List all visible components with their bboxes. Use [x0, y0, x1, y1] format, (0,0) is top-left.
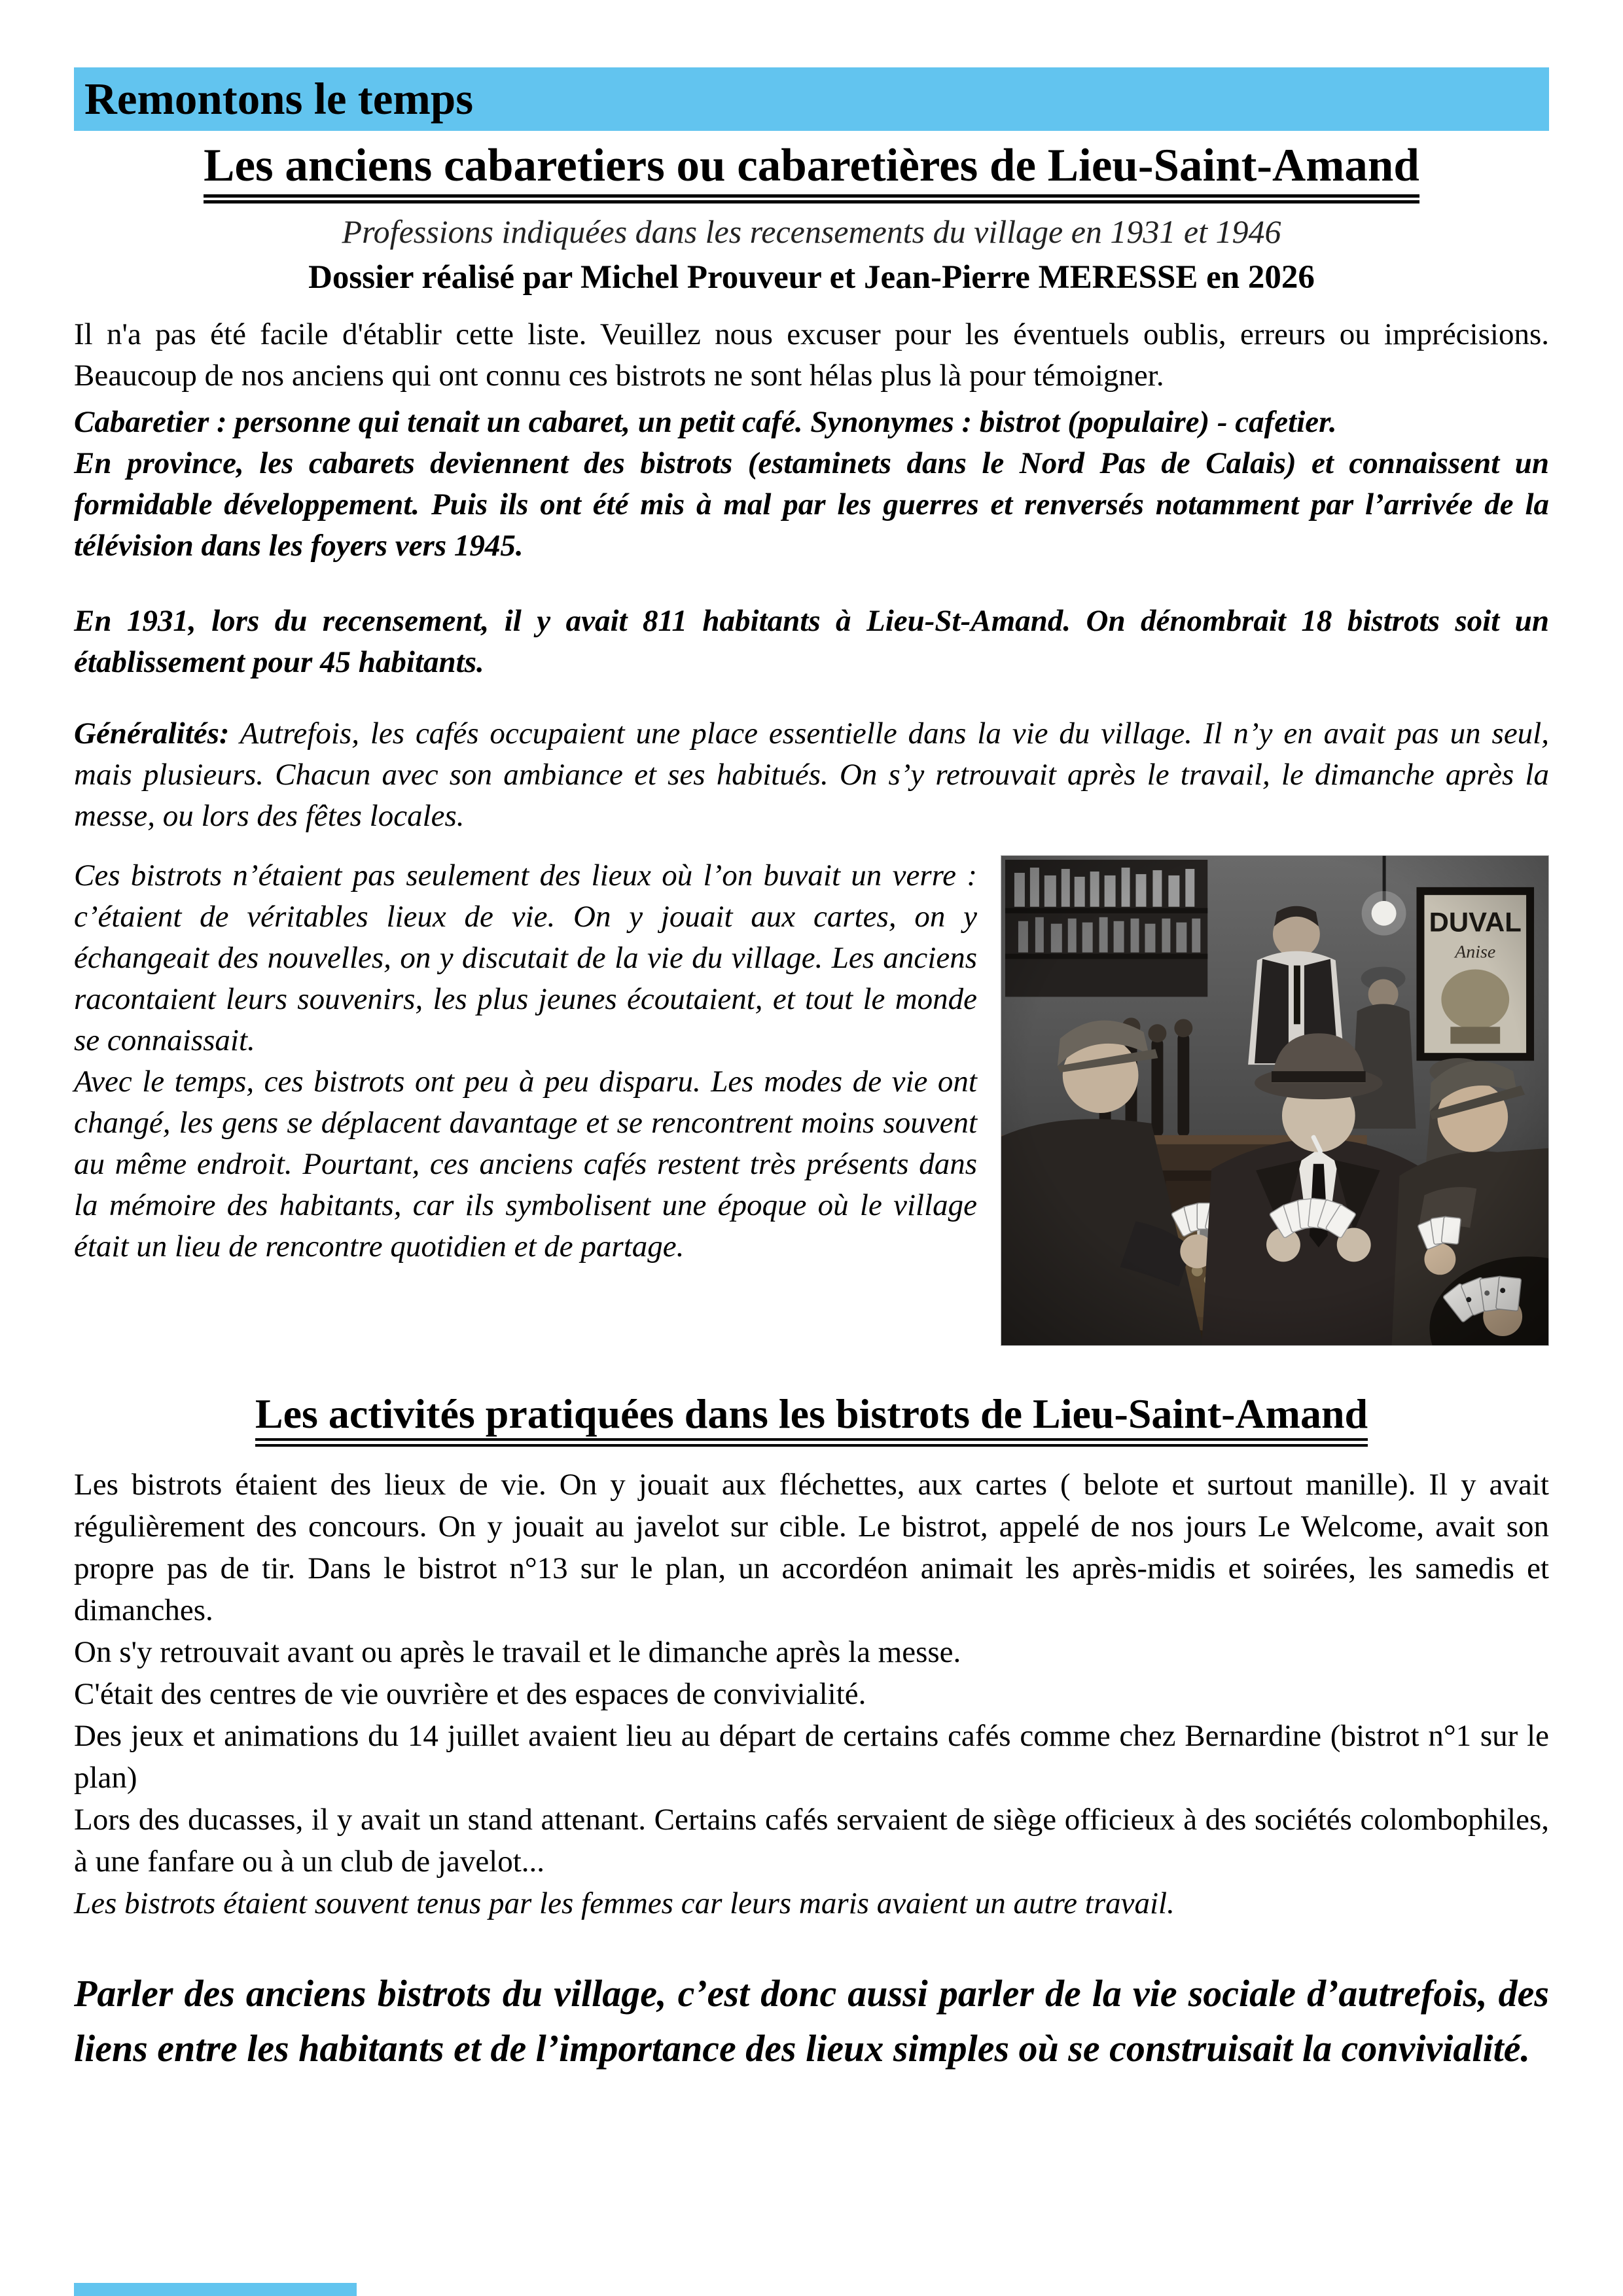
next-page-banner-fragment — [74, 2283, 357, 2296]
bistrot-photo — [1001, 855, 1549, 1346]
conclusion-paragraph: Parler des anciens bistrots du village, c’est donc aussi parler de la vie sociale d’autrefois, des liens entre les habitants et de l’importance des lieux simples où se construisait la convivialité. — [74, 1971, 1549, 2070]
title-wrap — [74, 141, 1549, 203]
activities-paragraph-2: On s'y retrouvait avant ou après le travail et le dimanche après la messe. — [74, 1634, 961, 1669]
byline: Dossier réalisé par Michel Prouveur et Jean-Pierre MERESSE en 2026 — [308, 258, 1315, 296]
activities-paragraph-5: Lors des ducasses, il y avait un stand attenant. Certains cafés servaient de siège officieux à des sociétés colombophiles, à une fanfare ou à un club de javelot... — [74, 1802, 1549, 1879]
activities-paragraph-1: Les bistrots étaient des lieux de vie. On y jouait aux fléchettes, aux cartes ( belote et surtout manille). Il y avait régulièrement des concours. On y jouait au javelot sur cible. Le bistrot, appelé de nos jours Le Welcome, avait son propre pas de tir. Dans le bistrot n°13 sur le plan, un accordéon animait les après-midis et soirées, les samedis et dimanches. — [74, 1467, 1549, 1627]
generalites-label: Généralités: — [74, 716, 230, 751]
generalites-text: Autrefois, les cafés occupaient une place essentielle dans la vie du village. Il n’y en avait pas un seul, mais plusieurs. Chacun avec son ambiance et ses habitués. On s’y retrouvait après le travail, le dimanche après la messe, ou lors des fêtes locales. — [74, 716, 1549, 833]
activities-note: Les bistrots étaient souvent tenus par les femmes car leurs maris avaient un autre travail. — [74, 1886, 1175, 1920]
activities-section — [74, 1464, 1549, 1924]
definition-paragraph-1: Cabaretier : personne qui tenait un cabaret, un petit café. Synonymes : bistrot (populaire) - cafetier. — [74, 404, 1337, 439]
activities-heading-wrap — [74, 1392, 1549, 1447]
memoire-column — [74, 855, 977, 1267]
memoire-paragraph-2: Avec le temps, ces bistrots ont peu à peu disparu. Les modes de vie ont changé, les gens se déplacent davantage et se rencontrent moins souvent au même endroit. Pourtant, ces anciens cafés restent très présents dans la mémoire des habitants, car ils symbolisent une époque où le village était un lieu de rencontre quotidien et de partage. — [74, 1064, 977, 1263]
activities-paragraph-4: Des jeux et animations du 14 juillet avaient lieu au départ de certains cafés comme chez Bernardine (bistrot n°1 sur le plan) — [74, 1718, 1549, 1795]
subtitle: Professions indiquées dans les recensements du village en 1931 et 1946 — [342, 213, 1281, 250]
census-paragraph: En 1931, lors du recensement, il y avait 811 habitants à Lieu-St-Amand. On dénombrait 18 bistrots soit un établissement pour 45 habitants. — [74, 603, 1549, 679]
memoire-paragraph-1: Ces bistrots n’étaient pas seulement des lieux où l’on buvait un verre : c’étaient de véritables lieux de vie. On y jouait aux cartes, on y échangeait des nouvelles, on y discutait de la vie du village. Les anciens racontaient leurs souvenirs, les plus jeunes écoutaient, et tout le monde se connaissait. — [74, 858, 977, 1057]
generalites-paragraph — [74, 713, 1549, 837]
photo-vignette — [1001, 856, 1548, 1345]
activities-heading: Les activités pratiquées dans les bistrots de Lieu-Saint-Amand — [255, 1392, 1368, 1447]
definition-paragraph-2: En province, les cabarets deviennent des bistrots (estaminets dans le Nord Pas de Calais) et connaissent un formidable développement. Puis ils ont été mis à mal par les guerres et renversés notamment par l’arrivée de la télévision dans les foyers vers 1945. — [74, 446, 1549, 563]
activities-paragraph-3: C'était des centres de vie ouvrière et des espaces de convivialité. — [74, 1676, 866, 1711]
two-column-row — [74, 855, 1549, 1346]
section-banner — [74, 67, 1549, 131]
banner-title: Remontons le temps — [84, 74, 474, 124]
intro-paragraph: Il n'a pas été facile d'établir cette liste. Veuillez nous excuser pour les éventuels oublis, erreurs ou imprécisions. Beaucoup de nos anciens qui ont connu ces bistrots ne sont hélas plus là pour témoigner. — [74, 317, 1549, 393]
bistrot-photo-illustration — [1001, 856, 1548, 1345]
page-title: Les anciens cabaretiers ou cabaretières de Lieu-Saint-Amand — [204, 141, 1419, 203]
